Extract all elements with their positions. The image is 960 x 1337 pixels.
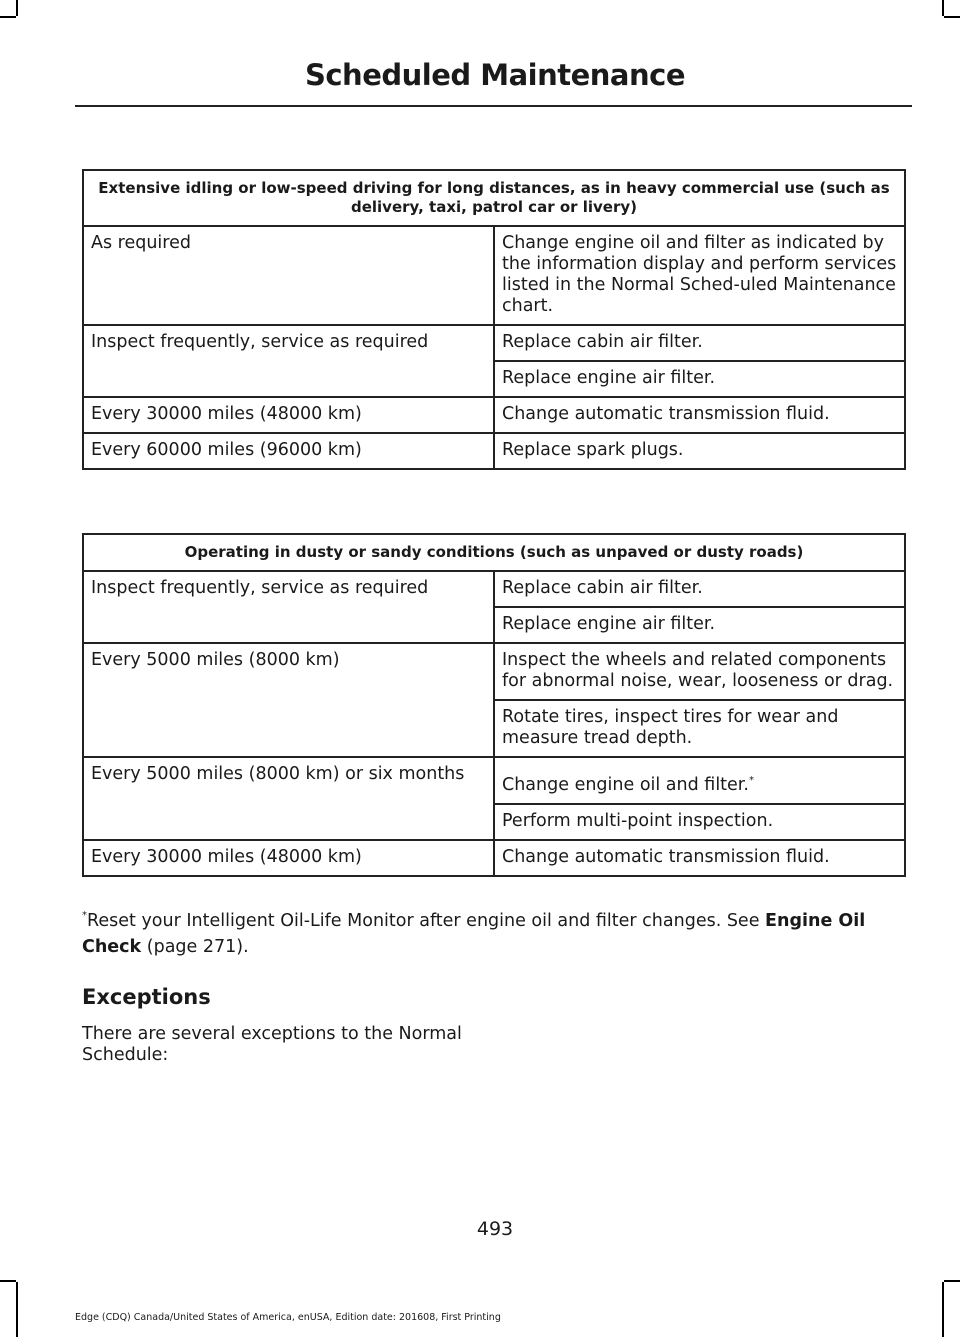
action-cell: Change engine oil and filter as indicated by the information display and perform services listed in the Normal Sched-uled Maintenance chart. <box>494 226 905 325</box>
footnote-text: Reset your Intelligent Oil-Life Monitor after engine oil and filter changes. See <box>87 911 760 931</box>
table-header-row <box>83 170 905 226</box>
table-row <box>83 840 905 876</box>
interval-cell: Every 5000 miles (8000 km) or six months <box>83 757 494 840</box>
crop-mark <box>944 16 960 18</box>
crop-mark <box>0 1280 16 1282</box>
table-row <box>83 397 905 433</box>
action-cell <box>494 757 905 804</box>
interval-cell: Every 5000 miles (8000 km) <box>83 643 494 757</box>
crop-mark <box>944 1280 960 1282</box>
footer-text: Edge (CDQ) Canada/United States of America, enUSA, Edition date: 201608, First Printing <box>75 1312 501 1323</box>
table-row <box>83 433 905 469</box>
action-cell: Replace cabin air filter. <box>494 325 905 361</box>
crop-mark <box>0 16 16 18</box>
interval-cell: As required <box>83 226 494 325</box>
crop-mark <box>942 1282 944 1337</box>
maintenance-table-idling <box>82 169 906 470</box>
table-header-row <box>83 534 905 571</box>
section-heading: Exceptions <box>82 985 211 1009</box>
action-cell: Rotate tires, inspect tires for wear and measure tread depth. <box>494 700 905 757</box>
action-cell: Perform multi-point inspection. <box>494 804 905 840</box>
table-row <box>83 226 905 325</box>
crop-mark <box>16 0 18 16</box>
page-reference: (page 271). <box>146 937 249 957</box>
interval-cell: Inspect frequently, service as required <box>83 325 494 397</box>
table-row <box>83 325 905 361</box>
interval-cell: Every 60000 miles (96000 km) <box>83 433 494 469</box>
interval-cell: Inspect frequently, service as required <box>83 571 494 643</box>
engine-oil-check-link[interactable]: Engine Oil Check <box>82 911 866 957</box>
table-header: Operating in dusty or sandy conditions (such as unpaved or dusty roads) <box>83 534 905 571</box>
action-cell: Replace cabin air filter. <box>494 571 905 607</box>
table-header: Extensive idling or low-speed driving for long distances, as in heavy commercial use (such as delivery, taxi, patrol car or livery) <box>83 170 905 226</box>
table-row <box>83 757 905 804</box>
action-cell: Replace engine air filter. <box>494 361 905 397</box>
interval-cell: Every 30000 miles (48000 km) <box>83 397 494 433</box>
crop-mark <box>942 0 944 16</box>
action-cell: Change automatic transmission fluid. <box>494 840 905 876</box>
footnote-mark: * <box>748 775 754 786</box>
table-row <box>83 643 905 700</box>
action-cell: Change automatic transmission fluid. <box>494 397 905 433</box>
page-number: 493 <box>476 1218 514 1240</box>
maintenance-table-dusty <box>82 533 906 877</box>
action-cell: Inspect the wheels and related components for abnormal noise, wear, looseness or drag. <box>494 643 905 700</box>
table-row <box>83 571 905 607</box>
page-title: Scheduled Maintenance <box>304 58 686 92</box>
interval-cell: Every 30000 miles (48000 km) <box>83 840 494 876</box>
title-rule <box>75 105 912 107</box>
footnote <box>82 903 912 960</box>
action-cell: Replace engine air filter. <box>494 607 905 643</box>
action-cell: Replace spark plugs. <box>494 433 905 469</box>
footnote-mark: * <box>82 910 87 921</box>
action-text: Change engine oil and filter. <box>502 774 749 795</box>
crop-mark <box>16 1282 18 1337</box>
section-body: There are several exceptions to the Normal Schedule: <box>82 1024 462 1065</box>
